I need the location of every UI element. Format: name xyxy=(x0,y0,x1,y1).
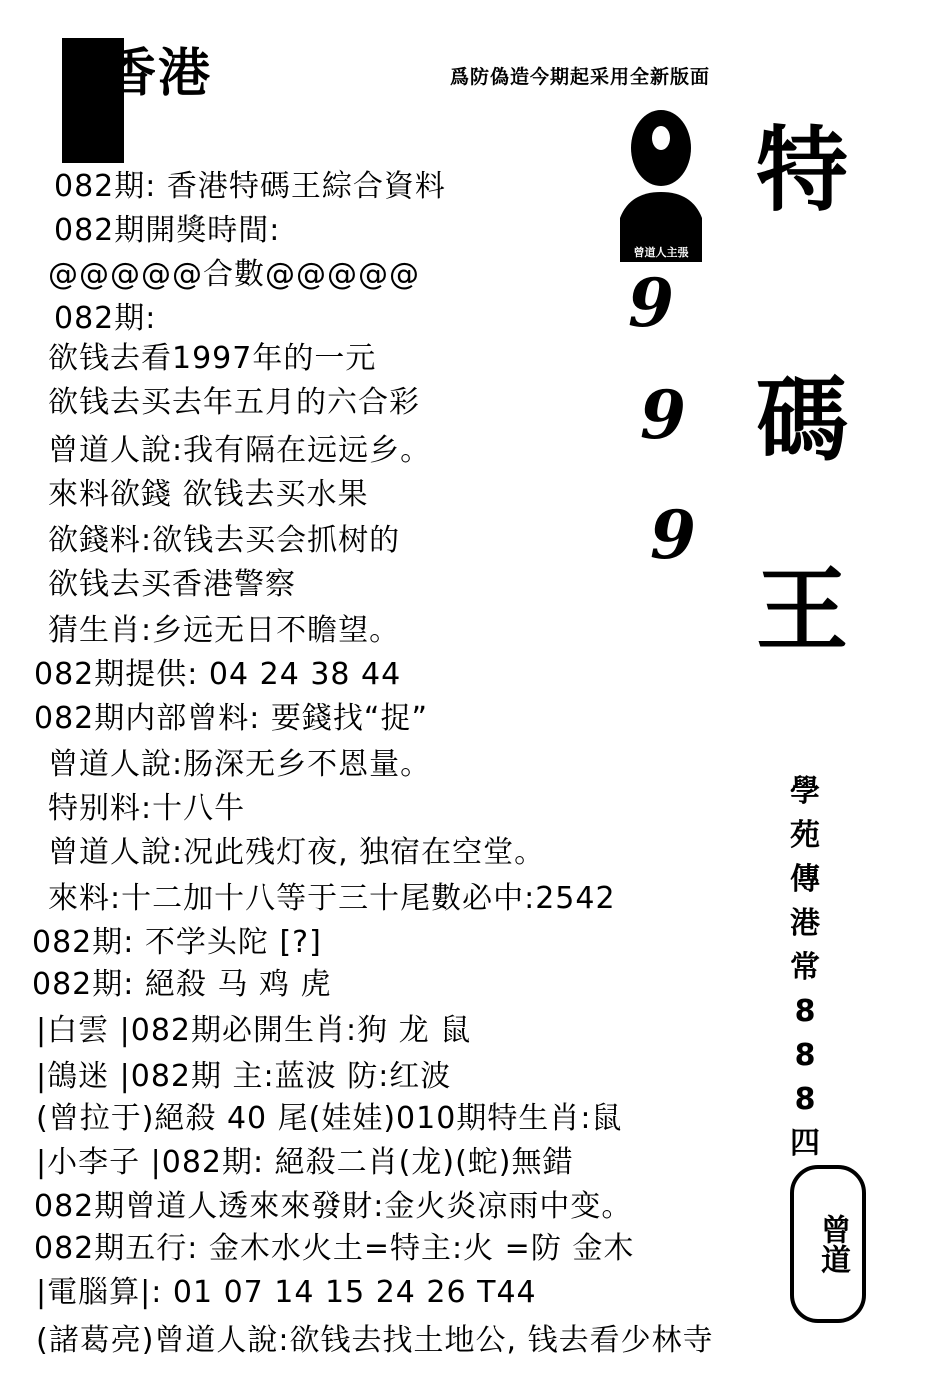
header-motto: 爲防偽造今期起采用全新版面 xyxy=(450,66,711,88)
vertical-char: 8 xyxy=(794,1038,816,1073)
header-title: 香港 xyxy=(104,44,213,104)
text-line-11: 猜生肖:乡远无日不瞻望。 xyxy=(48,613,401,648)
text-line-10: 欲钱去买香港警察 xyxy=(48,567,296,602)
vertical-char: 苑 xyxy=(790,818,820,853)
vertical-char: 四 xyxy=(790,1126,820,1161)
vertical-char: 學 xyxy=(790,774,820,809)
text-line-9: 欲錢料:欲钱去买会抓树的 xyxy=(48,523,401,558)
vertical-char: 8 xyxy=(794,994,816,1029)
portrait-caption: 曾道人主張 xyxy=(633,246,689,259)
seal-stamp: 曾道 xyxy=(790,1165,866,1323)
text-line-12: 082期提供: 04 24 38 44 xyxy=(34,657,402,692)
text-line-25: 082期五行: 金木水火土=特主:火 =防 金木 xyxy=(34,1231,635,1266)
nine-digit-1: 9 xyxy=(628,264,674,342)
text-line-17: 來料:十二加十八等于三十尾數必中:2542 xyxy=(48,881,616,916)
text-line-19: 082期: 絕殺 马 鸡 虎 xyxy=(32,967,332,1002)
text-line-6: 欲钱去买去年五月的六合彩 xyxy=(48,385,420,420)
text-line-1: 082期: 香港特碼王綜合資料 xyxy=(54,169,446,204)
text-line-8: 來料欲錢 欲钱去买水果 xyxy=(48,477,369,512)
text-line-5: 欲钱去看1997年的一元 xyxy=(48,341,377,376)
text-line-3: @@@@@合數@@@@@ xyxy=(48,257,420,292)
vertical-char: 常 xyxy=(790,950,820,985)
text-line-23: |小李子 |082期: 絕殺二肖(龙)(蛇)無錯 xyxy=(36,1145,574,1180)
text-line-18: 082期: 不学头陀 [?] xyxy=(32,925,322,960)
text-line-15: 特别料:十八牛 xyxy=(48,791,246,826)
text-line-27: (諸葛亮)曾道人說:欲钱去找土地公, 钱去看少林寺 xyxy=(36,1323,714,1358)
nine-digit-2: 9 xyxy=(640,376,686,454)
big-char-wang: 王 xyxy=(756,556,849,664)
vertical-slogan xyxy=(787,770,823,1166)
big-char-te: 特 xyxy=(756,116,849,224)
vertical-char: 港 xyxy=(790,906,820,941)
text-line-7: 曾道人說:我有隔在远远乡。 xyxy=(48,433,432,468)
portrait-silhouette-icon xyxy=(610,100,712,262)
text-line-22: (曾拉于)絕殺 40 尾(娃娃)010期特生肖:鼠 xyxy=(36,1101,623,1136)
nine-digit-3: 9 xyxy=(650,496,696,574)
text-line-24: 082期曾道人透來來發財:金火炎凉雨中变。 xyxy=(34,1189,633,1224)
text-line-26: |電腦算|: 01 07 14 15 24 26 T44 xyxy=(36,1275,537,1310)
text-line-2: 082期開獎時間: xyxy=(54,213,281,248)
vertical-char: 傳 xyxy=(790,862,820,897)
text-line-4: 082期: xyxy=(54,301,157,336)
vertical-char: 8 xyxy=(794,1082,816,1117)
big-char-ma: 碼 xyxy=(756,366,849,474)
text-line-21: |鴿迷 |082期 主:蓝波 防:红波 xyxy=(36,1059,452,1094)
text-line-13: 082期内部曾料: 要錢找“捉” xyxy=(34,701,428,736)
text-line-14: 曾道人說:肠深无乡不恩量。 xyxy=(48,747,432,782)
text-line-16: 曾道人說:况此残灯夜, 独宿在空堂。 xyxy=(48,835,546,870)
text-line-20: |白雲 |082期必開生肖:狗 龙 鼠 xyxy=(36,1013,472,1048)
